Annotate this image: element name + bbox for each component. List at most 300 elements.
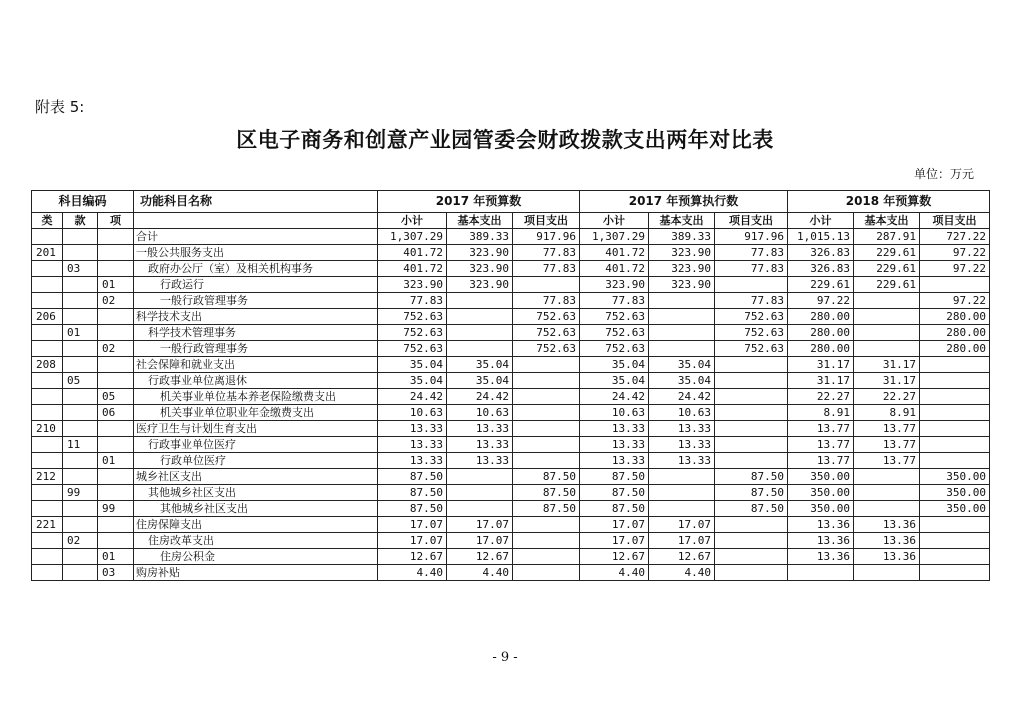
code-kuan-cell	[63, 309, 98, 325]
amount-cell: 17.07	[447, 517, 513, 533]
function-name-cell: 科学技术管理事务	[134, 325, 378, 341]
amount-cell: 17.07	[378, 517, 447, 533]
amount-cell	[715, 421, 788, 437]
code-xiang-cell: 01	[98, 453, 134, 469]
amount-cell: 17.07	[649, 517, 715, 533]
header-budget-2017: 2017 年预算数	[378, 191, 580, 213]
code-lei-cell	[32, 437, 63, 453]
code-kuan-cell: 01	[63, 325, 98, 341]
amount-cell: 13.33	[447, 421, 513, 437]
code-lei-cell	[32, 325, 63, 341]
amount-cell	[715, 405, 788, 421]
amount-cell	[854, 565, 920, 581]
amount-cell	[715, 373, 788, 389]
amount-cell: 10.63	[580, 405, 649, 421]
table-row	[32, 405, 990, 421]
header-lei: 类	[32, 213, 63, 229]
amount-cell	[920, 373, 990, 389]
amount-cell: 87.50	[715, 469, 788, 485]
code-xiang-cell	[98, 517, 134, 533]
code-xiang-cell	[98, 469, 134, 485]
code-kuan-cell	[63, 341, 98, 357]
amount-cell: 13.33	[447, 453, 513, 469]
amount-cell: 350.00	[920, 469, 990, 485]
amount-cell	[715, 533, 788, 549]
amount-cell: 350.00	[788, 469, 854, 485]
function-name-cell: 行政运行	[134, 277, 378, 293]
amount-cell: 1,015.13	[788, 229, 854, 245]
function-name-cell: 行政事业单位离退休	[134, 373, 378, 389]
amount-cell: 727.22	[920, 229, 990, 245]
amount-cell	[649, 325, 715, 341]
code-lei-cell	[32, 389, 63, 405]
code-kuan-cell	[63, 277, 98, 293]
amount-cell: 917.96	[715, 229, 788, 245]
header-basic: 基本支出	[447, 213, 513, 229]
amount-cell: 22.27	[854, 389, 920, 405]
amount-cell: 97.22	[920, 245, 990, 261]
amount-cell: 323.90	[447, 277, 513, 293]
code-xiang-cell: 03	[98, 565, 134, 581]
amount-cell: 323.90	[378, 277, 447, 293]
amount-cell: 229.61	[854, 245, 920, 261]
budget-comparison-table	[31, 190, 990, 581]
code-kuan-cell	[63, 517, 98, 533]
code-kuan-cell: 02	[63, 533, 98, 549]
table-row	[32, 565, 990, 581]
code-lei-cell	[32, 405, 63, 421]
amount-cell: 13.33	[649, 453, 715, 469]
code-kuan-cell	[63, 453, 98, 469]
amount-cell	[447, 469, 513, 485]
amount-cell	[854, 485, 920, 501]
amount-cell	[715, 277, 788, 293]
amount-cell: 12.67	[378, 549, 447, 565]
amount-cell: 323.90	[447, 245, 513, 261]
amount-cell	[715, 517, 788, 533]
amount-cell: 97.22	[788, 293, 854, 309]
amount-cell: 87.50	[580, 485, 649, 501]
header-exec-2017: 2017 年预算执行数	[580, 191, 788, 213]
amount-cell: 323.90	[649, 277, 715, 293]
table-row	[32, 293, 990, 309]
amount-cell: 350.00	[920, 501, 990, 517]
function-name-cell: 机关事业单位职业年金缴费支出	[134, 405, 378, 421]
amount-cell: 87.50	[513, 469, 580, 485]
code-kuan-cell	[63, 389, 98, 405]
code-kuan-cell	[63, 549, 98, 565]
amount-cell: 35.04	[447, 373, 513, 389]
amount-cell: 24.42	[447, 389, 513, 405]
amount-cell: 752.63	[378, 309, 447, 325]
amount-cell	[513, 565, 580, 581]
amount-cell	[920, 357, 990, 373]
function-name-cell: 一般行政管理事务	[134, 341, 378, 357]
amount-cell: 13.77	[854, 421, 920, 437]
table-row	[32, 357, 990, 373]
table-row	[32, 501, 990, 517]
code-lei-cell	[32, 549, 63, 565]
code-xiang-cell	[98, 309, 134, 325]
header-xiang: 项	[98, 213, 134, 229]
header-row-1	[32, 191, 990, 213]
code-xiang-cell	[98, 325, 134, 341]
code-kuan-cell: 03	[63, 261, 98, 277]
amount-cell	[447, 293, 513, 309]
amount-cell	[447, 501, 513, 517]
amount-cell: 13.33	[649, 437, 715, 453]
amount-cell: 87.50	[715, 501, 788, 517]
amount-cell: 17.07	[378, 533, 447, 549]
amount-cell	[447, 485, 513, 501]
function-name-cell: 一般行政管理事务	[134, 293, 378, 309]
amount-cell: 13.33	[378, 421, 447, 437]
amount-cell: 35.04	[580, 373, 649, 389]
amount-cell: 17.07	[580, 533, 649, 549]
code-lei-cell: 210	[32, 421, 63, 437]
table-row	[32, 389, 990, 405]
amount-cell	[920, 277, 990, 293]
amount-cell: 4.40	[378, 565, 447, 581]
amount-cell: 35.04	[447, 357, 513, 373]
header-basic: 基本支出	[649, 213, 715, 229]
code-xiang-cell	[98, 357, 134, 373]
amount-cell: 8.91	[788, 405, 854, 421]
amount-cell: 12.67	[447, 549, 513, 565]
amount-cell: 87.50	[580, 501, 649, 517]
code-lei-cell: 201	[32, 245, 63, 261]
amount-cell: 10.63	[649, 405, 715, 421]
amount-cell	[513, 533, 580, 549]
amount-cell: 752.63	[715, 325, 788, 341]
amount-cell: 13.36	[854, 533, 920, 549]
amount-cell: 13.36	[854, 549, 920, 565]
table-row	[32, 341, 990, 357]
code-xiang-cell: 02	[98, 293, 134, 309]
amount-cell	[513, 357, 580, 373]
appendix-label: 附表 5:	[35, 98, 85, 116]
function-name-cell: 购房补贴	[134, 565, 378, 581]
page-number: - 9 -	[492, 650, 518, 665]
amount-cell	[920, 453, 990, 469]
amount-cell	[513, 549, 580, 565]
amount-cell: 35.04	[649, 373, 715, 389]
header-kuan: 款	[63, 213, 98, 229]
amount-cell: 13.36	[788, 517, 854, 533]
amount-cell	[920, 389, 990, 405]
amount-cell: 280.00	[920, 309, 990, 325]
function-name-cell: 住房改革支出	[134, 533, 378, 549]
function-name-cell: 住房公积金	[134, 549, 378, 565]
code-xiang-cell	[98, 229, 134, 245]
amount-cell: 1,307.29	[580, 229, 649, 245]
header-name-blank	[134, 213, 378, 229]
amount-cell: 13.33	[447, 437, 513, 453]
code-lei-cell: 221	[32, 517, 63, 533]
amount-cell: 323.90	[447, 261, 513, 277]
amount-cell: 13.33	[580, 453, 649, 469]
amount-cell: 752.63	[513, 309, 580, 325]
code-lei-cell: 212	[32, 469, 63, 485]
code-kuan-cell	[63, 421, 98, 437]
amount-cell: 13.36	[788, 533, 854, 549]
amount-cell: 24.42	[649, 389, 715, 405]
amount-cell	[920, 565, 990, 581]
amount-cell: 280.00	[788, 341, 854, 357]
code-xiang-cell	[98, 421, 134, 437]
header-subtotal: 小计	[580, 213, 649, 229]
amount-cell: 280.00	[788, 325, 854, 341]
amount-cell: 752.63	[378, 325, 447, 341]
code-lei-cell	[32, 229, 63, 245]
amount-cell: 8.91	[854, 405, 920, 421]
code-kuan-cell: 11	[63, 437, 98, 453]
function-name-cell: 社会保障和就业支出	[134, 357, 378, 373]
unit-label: 单位：万元	[913, 167, 974, 181]
header-function-name: 功能科目名称	[134, 191, 378, 213]
function-name-cell: 科学技术支出	[134, 309, 378, 325]
table-row	[32, 261, 990, 277]
amount-cell: 323.90	[580, 277, 649, 293]
code-lei-cell	[32, 565, 63, 581]
amount-cell: 13.77	[854, 437, 920, 453]
amount-cell	[920, 549, 990, 565]
amount-cell	[649, 485, 715, 501]
table-row	[32, 325, 990, 341]
amount-cell	[920, 421, 990, 437]
amount-cell: 87.50	[378, 501, 447, 517]
code-xiang-cell	[98, 485, 134, 501]
code-xiang-cell	[98, 261, 134, 277]
amount-cell: 87.50	[513, 485, 580, 501]
amount-cell: 12.67	[580, 549, 649, 565]
amount-cell: 87.50	[378, 485, 447, 501]
code-xiang-cell: 01	[98, 549, 134, 565]
amount-cell	[649, 293, 715, 309]
amount-cell	[920, 405, 990, 421]
amount-cell: 401.72	[580, 245, 649, 261]
amount-cell: 917.96	[513, 229, 580, 245]
amount-cell: 13.33	[580, 437, 649, 453]
amount-cell: 35.04	[378, 373, 447, 389]
table-row	[32, 437, 990, 453]
code-lei-cell	[32, 533, 63, 549]
code-xiang-cell	[98, 437, 134, 453]
amount-cell: 280.00	[920, 325, 990, 341]
amount-cell: 35.04	[378, 357, 447, 373]
amount-cell: 87.50	[580, 469, 649, 485]
code-xiang-cell: 01	[98, 277, 134, 293]
amount-cell	[649, 501, 715, 517]
amount-cell: 323.90	[649, 245, 715, 261]
function-name-cell: 一般公共服务支出	[134, 245, 378, 261]
code-kuan-cell: 99	[63, 485, 98, 501]
amount-cell: 87.50	[715, 485, 788, 501]
function-name-cell: 医疗卫生与计划生育支出	[134, 421, 378, 437]
amount-cell	[715, 565, 788, 581]
amount-cell: 24.42	[378, 389, 447, 405]
function-name-cell: 政府办公厅（室）及相关机构事务	[134, 261, 378, 277]
amount-cell: 401.72	[580, 261, 649, 277]
amount-cell	[854, 501, 920, 517]
table-row	[32, 373, 990, 389]
table-row	[32, 517, 990, 533]
function-name-cell: 住房保障支出	[134, 517, 378, 533]
amount-cell: 77.83	[715, 293, 788, 309]
amount-cell: 13.77	[788, 421, 854, 437]
amount-cell	[715, 357, 788, 373]
amount-cell	[649, 341, 715, 357]
amount-cell: 752.63	[715, 309, 788, 325]
amount-cell: 13.33	[580, 421, 649, 437]
header-subtotal: 小计	[788, 213, 854, 229]
header-row-2	[32, 213, 990, 229]
amount-cell: 229.61	[854, 277, 920, 293]
header-project: 项目支出	[920, 213, 990, 229]
table-row	[32, 245, 990, 261]
table-body	[32, 229, 990, 581]
table-row	[32, 533, 990, 549]
amount-cell: 97.22	[920, 293, 990, 309]
amount-cell: 35.04	[649, 357, 715, 373]
amount-cell: 752.63	[580, 309, 649, 325]
amount-cell: 752.63	[715, 341, 788, 357]
amount-cell: 13.33	[649, 421, 715, 437]
function-name-cell: 其他城乡社区支出	[134, 485, 378, 501]
header-code-group: 科目编码	[32, 191, 134, 213]
header-subtotal: 小计	[378, 213, 447, 229]
amount-cell: 229.61	[788, 277, 854, 293]
amount-cell: 350.00	[920, 485, 990, 501]
code-xiang-cell: 05	[98, 389, 134, 405]
code-xiang-cell	[98, 245, 134, 261]
amount-cell: 87.50	[378, 469, 447, 485]
code-lei-cell	[32, 453, 63, 469]
code-kuan-cell	[63, 469, 98, 485]
amount-cell	[513, 421, 580, 437]
amount-cell: 4.40	[447, 565, 513, 581]
amount-cell	[920, 517, 990, 533]
page-title: 区电子商务和创意产业园管委会财政拨款支出两年对比表	[236, 127, 774, 152]
amount-cell: 77.83	[513, 245, 580, 261]
table-row	[32, 453, 990, 469]
function-name-cell: 合计	[134, 229, 378, 245]
function-name-cell: 行政事业单位医疗	[134, 437, 378, 453]
amount-cell: 10.63	[378, 405, 447, 421]
table-row	[32, 549, 990, 565]
amount-cell	[788, 565, 854, 581]
amount-cell: 22.27	[788, 389, 854, 405]
amount-cell: 17.07	[649, 533, 715, 549]
amount-cell	[920, 533, 990, 549]
function-name-cell: 城乡社区支出	[134, 469, 378, 485]
amount-cell: 24.42	[580, 389, 649, 405]
amount-cell: 1,307.29	[378, 229, 447, 245]
amount-cell	[513, 453, 580, 469]
amount-cell: 389.33	[649, 229, 715, 245]
header-project: 项目支出	[513, 213, 580, 229]
code-kuan-cell	[63, 245, 98, 261]
header-project: 项目支出	[715, 213, 788, 229]
amount-cell: 229.61	[854, 261, 920, 277]
code-lei-cell	[32, 501, 63, 517]
amount-cell: 389.33	[447, 229, 513, 245]
code-xiang-cell: 02	[98, 341, 134, 357]
amount-cell: 13.77	[788, 437, 854, 453]
table-row	[32, 229, 990, 245]
amount-cell: 97.22	[920, 261, 990, 277]
amount-cell	[649, 469, 715, 485]
amount-cell	[513, 405, 580, 421]
amount-cell: 77.83	[715, 245, 788, 261]
amount-cell: 31.17	[854, 357, 920, 373]
amount-cell: 4.40	[580, 565, 649, 581]
amount-cell	[854, 325, 920, 341]
amount-cell: 77.83	[580, 293, 649, 309]
amount-cell: 350.00	[788, 501, 854, 517]
amount-cell: 31.17	[788, 357, 854, 373]
function-name-cell: 行政单位医疗	[134, 453, 378, 469]
amount-cell	[513, 277, 580, 293]
amount-cell: 326.83	[788, 261, 854, 277]
amount-cell	[649, 309, 715, 325]
code-lei-cell	[32, 277, 63, 293]
amount-cell: 17.07	[580, 517, 649, 533]
amount-cell	[447, 325, 513, 341]
code-kuan-cell	[63, 565, 98, 581]
amount-cell: 13.36	[854, 517, 920, 533]
code-kuan-cell	[63, 357, 98, 373]
amount-cell: 77.83	[513, 293, 580, 309]
table-row	[32, 485, 990, 501]
header-budget-2018: 2018 年预算数	[788, 191, 990, 213]
code-lei-cell	[32, 293, 63, 309]
code-xiang-cell	[98, 533, 134, 549]
amount-cell: 350.00	[788, 485, 854, 501]
amount-cell: 77.83	[513, 261, 580, 277]
amount-cell	[513, 517, 580, 533]
amount-cell: 401.72	[378, 245, 447, 261]
amount-cell: 12.67	[649, 549, 715, 565]
amount-cell	[715, 437, 788, 453]
code-kuan-cell	[63, 405, 98, 421]
amount-cell: 752.63	[378, 341, 447, 357]
code-xiang-cell: 06	[98, 405, 134, 421]
amount-cell: 87.50	[513, 501, 580, 517]
amount-cell	[854, 293, 920, 309]
code-lei-cell	[32, 485, 63, 501]
code-lei-cell: 208	[32, 357, 63, 373]
amount-cell	[920, 437, 990, 453]
amount-cell: 752.63	[580, 341, 649, 357]
code-kuan-cell: 05	[63, 373, 98, 389]
amount-cell	[513, 389, 580, 405]
amount-cell	[715, 549, 788, 565]
amount-cell: 326.83	[788, 245, 854, 261]
amount-cell: 10.63	[447, 405, 513, 421]
amount-cell: 17.07	[447, 533, 513, 549]
amount-cell: 13.77	[854, 453, 920, 469]
amount-cell: 287.91	[854, 229, 920, 245]
amount-cell: 752.63	[513, 341, 580, 357]
amount-cell	[513, 437, 580, 453]
table-row	[32, 469, 990, 485]
amount-cell	[854, 469, 920, 485]
code-lei-cell	[32, 373, 63, 389]
amount-cell: 13.36	[788, 549, 854, 565]
amount-cell: 31.17	[854, 373, 920, 389]
amount-cell: 31.17	[788, 373, 854, 389]
